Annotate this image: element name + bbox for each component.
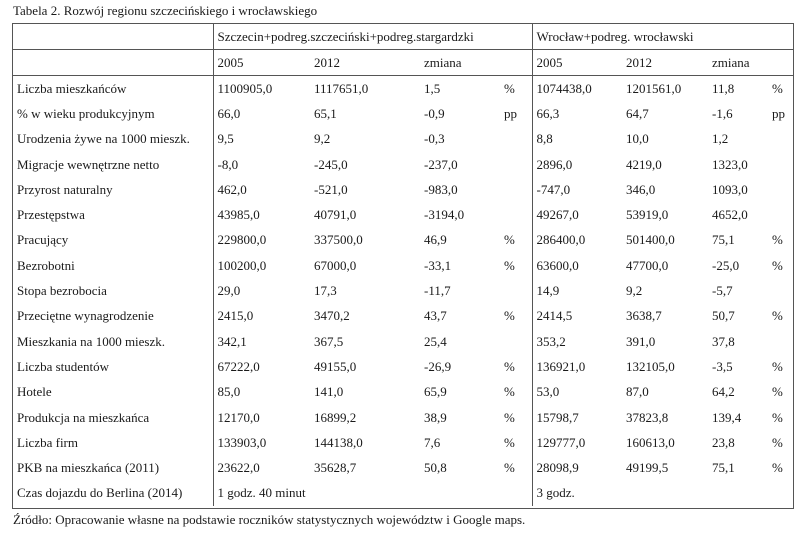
szczecin-2005: 462,0 — [217, 181, 247, 197]
wroclaw-zmiana: -3,5 — [712, 358, 733, 374]
wroclaw-zmiana: 75,1 — [712, 460, 735, 476]
wroclaw-2005: 66,3 — [536, 105, 560, 121]
szczecin-unit: % — [502, 430, 532, 455]
szczecin-unit: % — [502, 304, 532, 329]
table-row — [13, 405, 793, 430]
wroclaw-unit: % — [772, 384, 783, 400]
wroclaw-unit: % — [772, 308, 783, 324]
table-row-last — [13, 481, 793, 506]
wroclaw-2012: 53919,0 — [626, 207, 669, 223]
szczecin-2005: 2415,0 — [217, 308, 254, 324]
szczecin-unit: % — [502, 253, 532, 278]
row-label: Hotele — [13, 380, 213, 405]
row-label: PKB na mieszkańca (2011) — [13, 455, 213, 480]
szczecin-2005: 23622,0 — [217, 460, 260, 476]
szczecin-zmiana: 43,7 — [424, 308, 447, 324]
szczecin-2012: 40791,0 — [314, 207, 357, 223]
szczecin-2005: 133903,0 — [217, 434, 267, 450]
wroclaw-2005: 136921,0 — [536, 358, 586, 374]
szczecin-zmiana: -0,3 — [424, 131, 445, 147]
header-2012: 2012 — [622, 50, 708, 76]
source-note: Źródło: Opracowanie własne na podstawie roczników statystycznych województw i Google maps. — [13, 512, 526, 527]
wroclaw-unit — [770, 202, 793, 227]
header-2005: 2005 — [532, 50, 622, 76]
szczecin-unit: % — [502, 228, 532, 253]
table-grid — [13, 24, 793, 506]
szczecin-zmiana: -0,9 — [424, 105, 445, 121]
wroclaw-zmiana: 1323,0 — [712, 156, 748, 172]
row-label: Urodzenia żywe na 1000 mieszk. — [13, 127, 213, 152]
szczecin-2012: 16899,2 — [314, 409, 357, 425]
wroclaw-zmiana: 4652,0 — [712, 207, 748, 223]
wroclaw-2005: 53,0 — [536, 384, 560, 400]
table-row — [13, 430, 793, 455]
wroclaw-unit — [770, 177, 793, 202]
row-label: % w wieku produkcyjnym — [13, 101, 213, 126]
szczecin-zmiana: 65,9 — [424, 384, 447, 400]
table-row — [13, 76, 793, 102]
wroclaw-zmiana: 50,7 — [712, 308, 735, 324]
szczecin-2005: 29,0 — [217, 283, 241, 299]
szczecin-unit — [502, 152, 532, 177]
table-row — [13, 152, 793, 177]
szczecin-2012: 367,5 — [314, 333, 344, 349]
szczecin-zmiana: -33,1 — [424, 257, 452, 273]
row-label: Bezrobotni — [13, 253, 213, 278]
szczecin-2005: 100200,0 — [217, 257, 267, 273]
row-label: Liczba studentów — [13, 354, 213, 379]
szczecin-2005: 85,0 — [217, 384, 241, 400]
wroclaw-unit: % — [772, 80, 783, 96]
wroclaw-unit — [770, 127, 793, 152]
group-header-szczecin: Szczecin+podreg.szczeciński+podreg.stargardzki — [213, 24, 532, 50]
szczecin-unit: % — [502, 354, 532, 379]
szczecin-2012: 3470,2 — [314, 308, 350, 324]
wroclaw-2005: 2896,0 — [536, 156, 573, 172]
szczecin-unit — [502, 177, 532, 202]
wroclaw-zmiana: 37,8 — [712, 333, 735, 349]
header-zmiana: zmiana — [708, 50, 770, 76]
row-label: Liczba firm — [13, 430, 213, 455]
wroclaw-zmiana: -5,7 — [712, 283, 733, 299]
szczecin-zmiana: 50,8 — [424, 460, 447, 476]
szczecin-unit — [502, 329, 532, 354]
table-row — [13, 253, 793, 278]
wroclaw-unit — [770, 329, 793, 354]
row-label: Produkcja na mieszkańca — [13, 405, 213, 430]
wroclaw-unit: pp — [772, 105, 786, 121]
wroclaw-2005: 15798,7 — [536, 409, 579, 425]
szczecin-2012: 35628,7 — [314, 460, 357, 476]
wroclaw-unit: % — [772, 460, 783, 476]
row-label: Czas dojazdu do Berlina (2014) — [13, 481, 213, 506]
wroclaw-2005: 8,8 — [536, 131, 553, 147]
wroclaw-unit: % — [772, 257, 783, 273]
header-2005: 2005 — [213, 50, 310, 76]
szczecin-2012: 17,3 — [314, 283, 337, 299]
row-label: Migracje wewnętrzne netto — [13, 152, 213, 177]
szczecin-2012: 67000,0 — [314, 257, 357, 273]
wroclaw-2012: 3638,7 — [626, 308, 662, 324]
group-header-wroclaw: Wrocław+podreg. wrocławski — [532, 24, 793, 50]
wroclaw-2012: 37823,8 — [626, 409, 669, 425]
wroclaw-zmiana: 11,8 — [712, 80, 735, 96]
wroclaw-zmiana: -25,0 — [712, 257, 740, 273]
row-label: Przestępstwa — [13, 202, 213, 227]
szczecin-zmiana: 46,9 — [424, 232, 447, 248]
wroclaw-2005: 353,2 — [536, 333, 566, 349]
szczecin-unit: % — [502, 405, 532, 430]
szczecin-2005: 12170,0 — [217, 409, 260, 425]
table-row — [13, 354, 793, 379]
corner-cell — [13, 24, 213, 50]
szczecin-zmiana: 7,6 — [424, 434, 441, 450]
row-label: Pracujący — [13, 228, 213, 253]
wroclaw-2005: 49267,0 — [536, 207, 579, 223]
wroclaw-2005: 14,9 — [536, 283, 560, 299]
wroclaw-2005: 28098,9 — [536, 460, 579, 476]
szczecin-zmiana: 38,9 — [424, 409, 447, 425]
header-unit — [770, 50, 793, 76]
szczecin-zmiana: 1,5 — [424, 80, 441, 96]
table-row — [13, 329, 793, 354]
wroclaw-zmiana: 75,1 — [712, 232, 735, 248]
wroclaw-2012: 47700,0 — [626, 257, 669, 273]
wroclaw-zmiana: 1,2 — [712, 131, 729, 147]
wroclaw-2012: 160613,0 — [626, 434, 675, 450]
year-header-row — [13, 50, 793, 76]
table-row — [13, 202, 793, 227]
szczecin-2012: -521,0 — [314, 181, 348, 197]
szczecin-2012: 9,2 — [314, 131, 331, 147]
row-label: Przeciętne wynagrodzenie — [13, 304, 213, 329]
table-title: Tabela 2. Rozwój regionu szczecińskiego i wrocławskiego — [13, 3, 318, 18]
szczecin-travel-time: 1 godz. 40 minut — [213, 481, 532, 506]
szczecin-2012: -245,0 — [314, 156, 348, 172]
szczecin-2005: 1100905,0 — [217, 80, 273, 96]
szczecin-zmiana: -3194,0 — [424, 207, 465, 223]
row-label: Liczba mieszkańców — [13, 76, 213, 102]
row-label: Przyrost naturalny — [13, 177, 213, 202]
szczecin-2012: 337500,0 — [314, 232, 363, 248]
header-unit — [502, 50, 532, 76]
table-row — [13, 304, 793, 329]
wroclaw-2012: 87,0 — [626, 384, 649, 400]
szczecin-unit: pp — [502, 101, 532, 126]
szczecin-2012: 1117651,0 — [314, 80, 369, 96]
group-header-row — [13, 24, 793, 50]
szczecin-zmiana: -983,0 — [424, 181, 458, 197]
wroclaw-unit: % — [772, 434, 783, 450]
table-row — [13, 101, 793, 126]
table-row — [13, 278, 793, 303]
wroclaw-zmiana: 23,8 — [712, 434, 735, 450]
szczecin-zmiana: 25,4 — [424, 333, 447, 349]
table-row — [13, 177, 793, 202]
szczecin-2005: 43985,0 — [217, 207, 260, 223]
szczecin-2012: 141,0 — [314, 384, 344, 400]
wroclaw-2012: 501400,0 — [626, 232, 675, 248]
szczecin-unit — [502, 127, 532, 152]
wroclaw-2005: 129777,0 — [536, 434, 586, 450]
szczecin-2012: 49155,0 — [314, 358, 357, 374]
wroclaw-2012: 64,7 — [626, 105, 649, 121]
szczecin-2005: 66,0 — [217, 105, 241, 121]
szczecin-zmiana: -237,0 — [424, 156, 458, 172]
row-label: Stopa bezrobocia — [13, 278, 213, 303]
wroclaw-2012: 4219,0 — [626, 156, 662, 172]
corner-cell — [13, 50, 213, 76]
wroclaw-unit: % — [772, 358, 783, 374]
table-row — [13, 455, 793, 480]
wroclaw-2012: 391,0 — [626, 333, 656, 349]
wroclaw-unit — [770, 278, 793, 303]
wroclaw-unit: % — [772, 232, 783, 248]
wroclaw-zmiana: 1093,0 — [712, 181, 748, 197]
wroclaw-unit — [770, 152, 793, 177]
szczecin-unit: % — [502, 455, 532, 480]
szczecin-unit — [502, 278, 532, 303]
szczecin-zmiana: -11,7 — [424, 283, 451, 299]
wroclaw-unit: % — [772, 409, 783, 425]
szczecin-2005: 342,1 — [217, 333, 247, 349]
header-2012: 2012 — [310, 50, 420, 76]
wroclaw-2012: 132105,0 — [626, 358, 675, 374]
data-table — [12, 23, 794, 509]
table-row — [13, 127, 793, 152]
szczecin-unit — [502, 202, 532, 227]
wroclaw-2012: 10,0 — [626, 131, 649, 147]
szczecin-2012: 144138,0 — [314, 434, 363, 450]
szczecin-unit: % — [502, 380, 532, 405]
wroclaw-2005: 63600,0 — [536, 257, 579, 273]
wroclaw-2005: 1074438,0 — [536, 80, 592, 96]
wroclaw-2012: 9,2 — [626, 283, 643, 299]
szczecin-2005: 229800,0 — [217, 232, 267, 248]
wroclaw-zmiana: 64,2 — [712, 384, 735, 400]
szczecin-zmiana: -26,9 — [424, 358, 452, 374]
header-zmiana: zmiana — [420, 50, 502, 76]
row-label: Mieszkania na 1000 mieszk. — [13, 329, 213, 354]
wroclaw-2005: 2414,5 — [536, 308, 573, 324]
szczecin-2012: 65,1 — [314, 105, 337, 121]
wroclaw-zmiana: 139,4 — [712, 409, 742, 425]
szczecin-2005: -8,0 — [217, 156, 239, 172]
wroclaw-2012: 49199,5 — [626, 460, 669, 476]
szczecin-2005: 9,5 — [217, 131, 234, 147]
wroclaw-2012: 346,0 — [626, 181, 656, 197]
table-row — [13, 228, 793, 253]
wroclaw-2005: 286400,0 — [536, 232, 586, 248]
szczecin-unit: % — [502, 76, 532, 102]
wroclaw-zmiana: -1,6 — [712, 105, 733, 121]
wroclaw-2012: 1201561,0 — [626, 80, 682, 96]
table-row — [13, 380, 793, 405]
szczecin-2005: 67222,0 — [217, 358, 260, 374]
wroclaw-travel-time: 3 godz. — [536, 485, 575, 501]
wroclaw-2005: -747,0 — [536, 181, 571, 197]
